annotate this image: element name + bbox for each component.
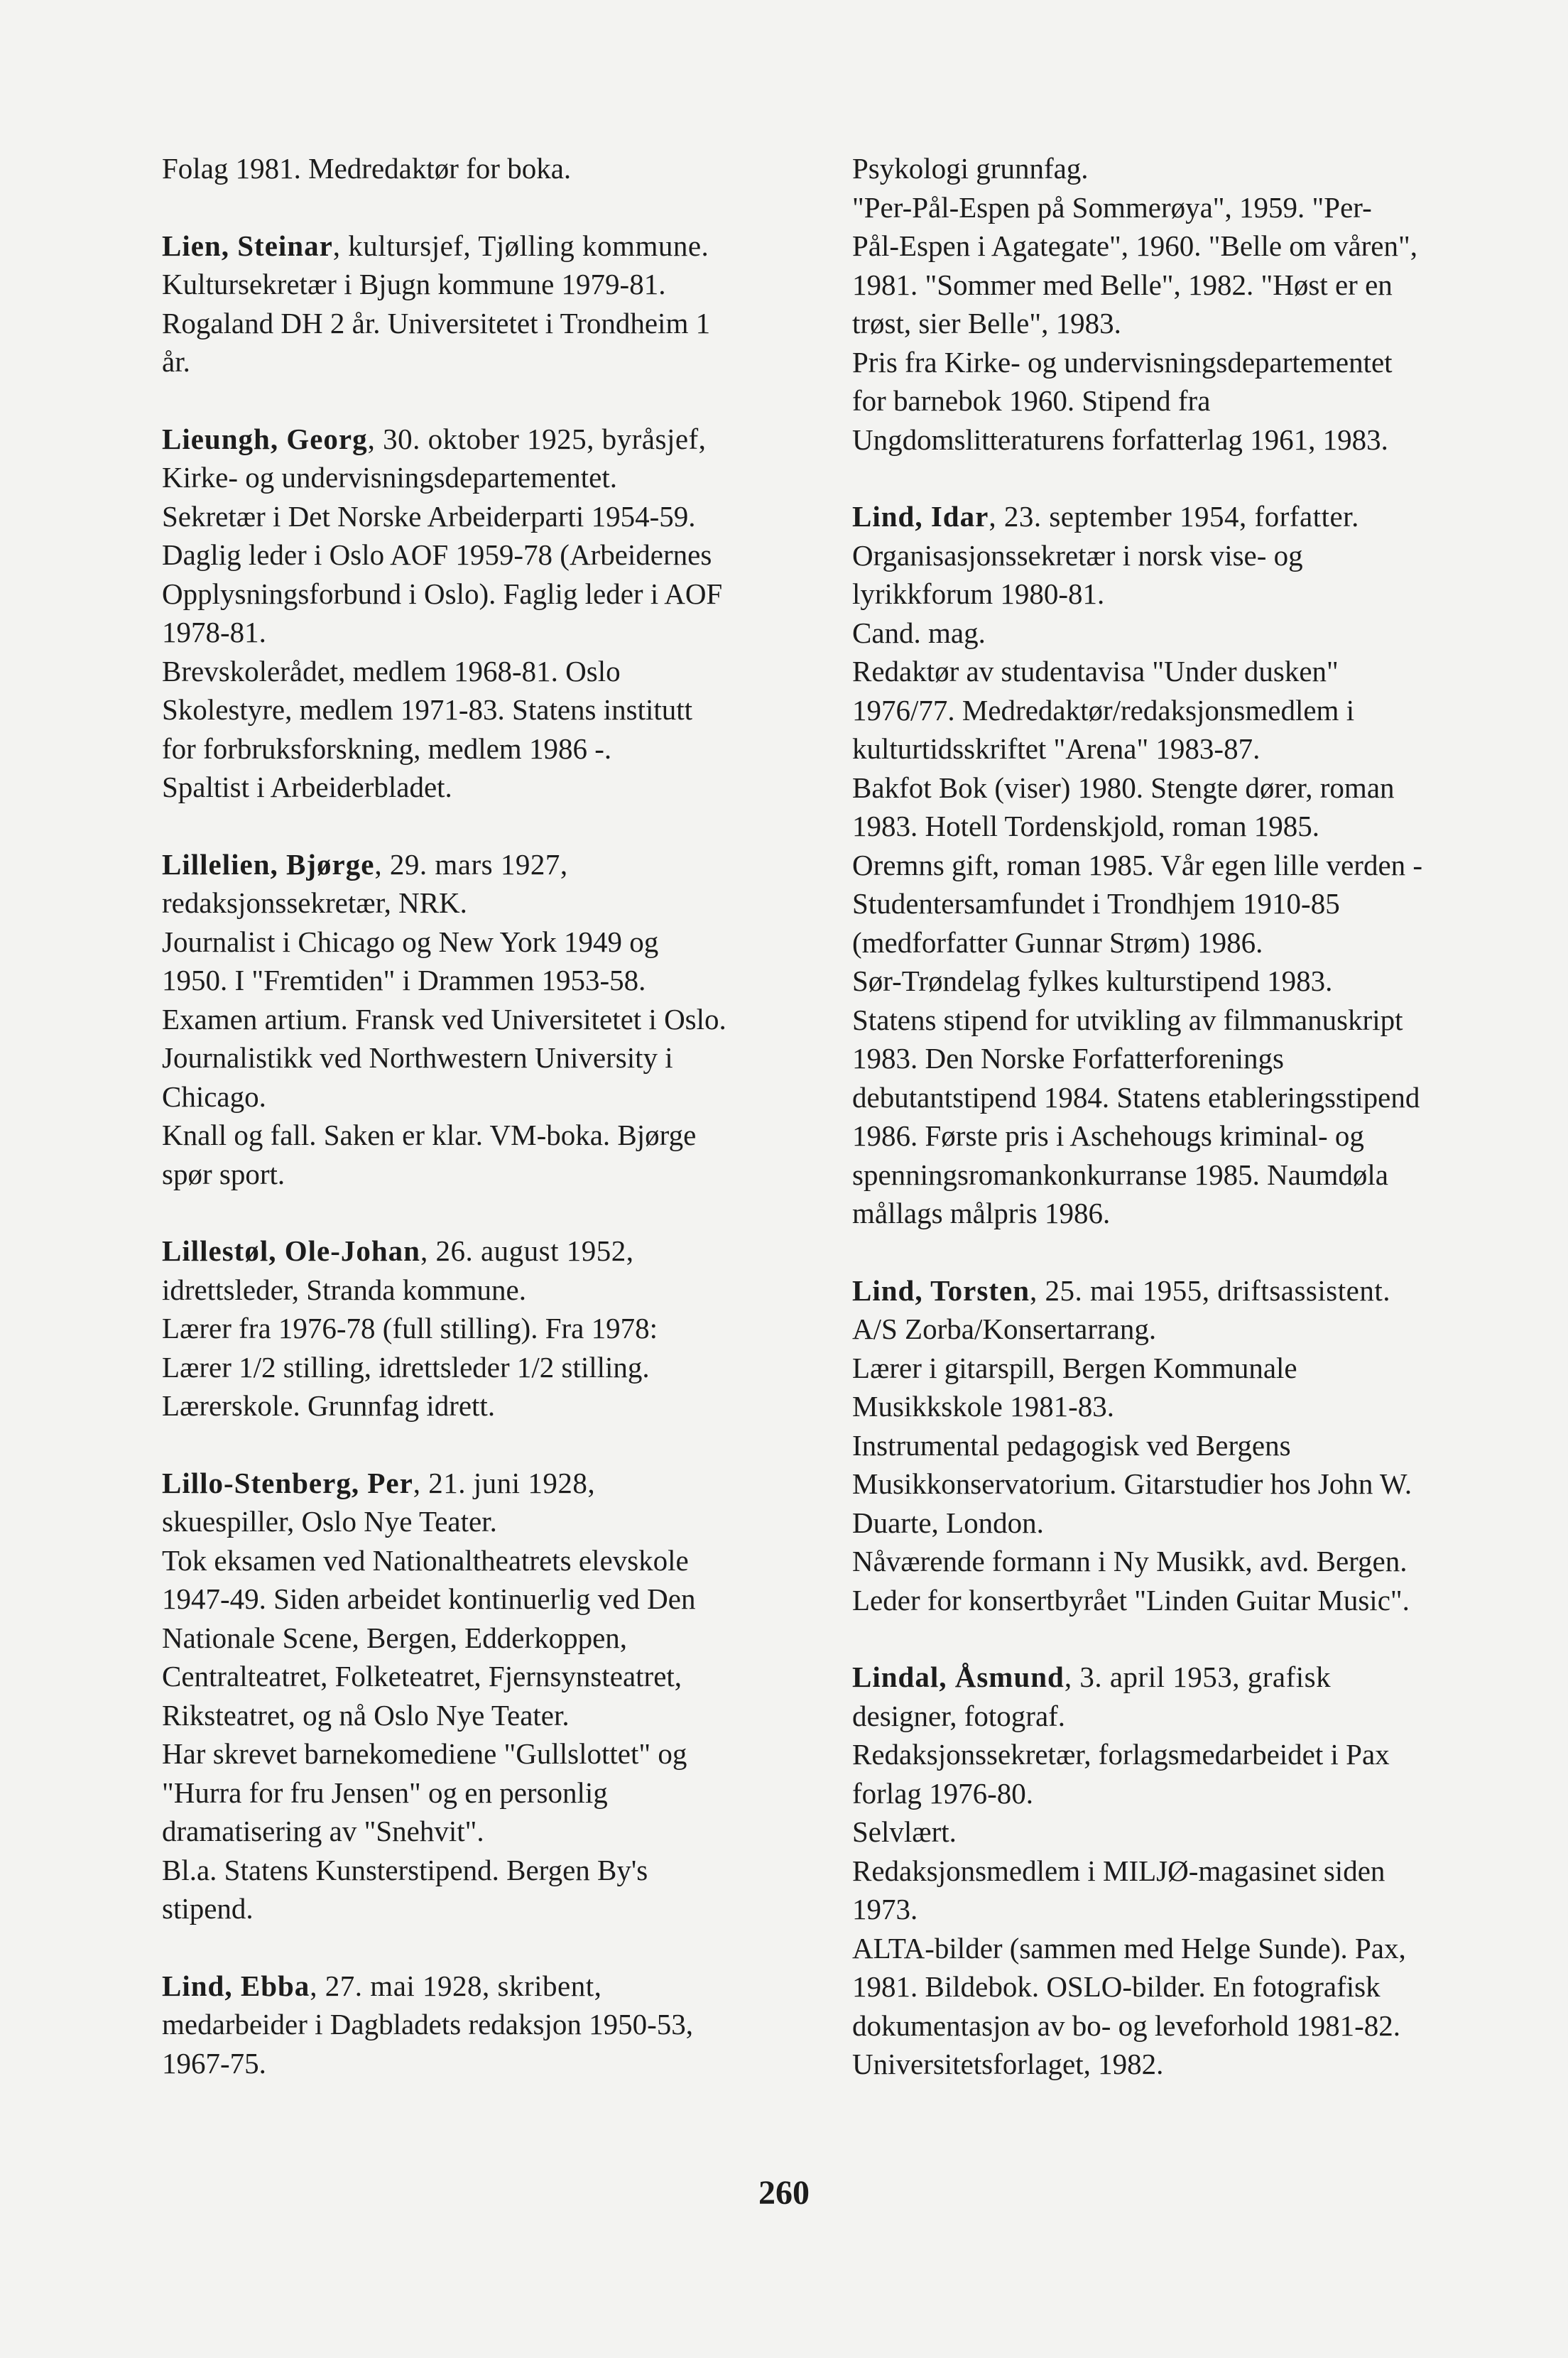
entry-text-line: Redaktør av studentavisa "Under dusken" <box>852 655 1339 688</box>
entry-lillest-l-ole-johan <box>162 1232 787 1425</box>
entry-text-line: Ungdomslitteraturens forfatterlag 1961, 1983. <box>852 423 1388 456</box>
entry-text-line: 1947-49. Siden arbeidet kontinuerlig ved Den <box>162 1582 696 1615</box>
entry-text-line: dramatisering av "Snehvit". <box>162 1815 484 1847</box>
entry-lind-idar <box>852 497 1491 1233</box>
entry-text-line: Skolestyre, medlem 1971-83. Statens institutt <box>162 693 693 726</box>
entry-heading <box>852 497 1491 536</box>
entry-text-line: Tok eksamen ved Nationaltheatrets elevskole <box>162 1543 689 1577</box>
entry-text-line: Pris fra Kirke- og undervisningsdepartementet <box>852 345 1393 379</box>
entry-text-line: Opplysningsforbund i Oslo). Faglig leder i AOF <box>162 577 723 610</box>
entry-text-line: medarbeider i Dagbladets redaksjon 1950-53, <box>162 2008 694 2041</box>
entry-lillelien-bj-rge <box>162 845 787 1194</box>
entry-text-line: Redaksjonssekretær, forlagsmedarbeidet i Pax <box>852 1738 1390 1771</box>
entry-title: , kultursjef, Tjølling kommune. <box>332 229 709 262</box>
entry-text-line: 1981. "Sommer med Belle", 1982. "Høst er en <box>852 268 1393 301</box>
entry-text-line: Bakfot Bok (viser) 1980. Stengte dører, roman <box>852 771 1395 804</box>
entry-name: Lien, Steinar <box>162 229 333 262</box>
entry-text-line: "Hurra for fru Jensen" og en personlig <box>162 1776 608 1809</box>
entry-text-line: Redaksjonsmedlem i MILJØ-magasinet siden <box>852 1854 1385 1887</box>
entry-title: , 27. mai 1928, skribent, <box>310 1969 602 2002</box>
entry-text-line: Journalist i Chicago og New York 1949 og <box>162 925 659 958</box>
entry-name: Lillo-Stenberg, Per <box>162 1466 413 1499</box>
entry-text-line: Statens stipend for utvikling av filmmanuskript <box>852 1003 1403 1036</box>
entry-text-line: debutantstipend 1984. Statens etableringsstipend <box>852 1080 1420 1114</box>
entry-heading <box>162 845 787 884</box>
entry-text-line: Musikkskole 1981-83. <box>852 1390 1114 1423</box>
entry-text-line: Journalistikk ved Northwestern University i <box>162 1041 673 1074</box>
entry-name: Lillestøl, Ole-Johan <box>162 1234 420 1267</box>
entry-text-line: Lærer fra 1976-78 (full stilling). Fra 1978: <box>162 1312 658 1344</box>
entry-text-line: Pål-Espen i Agategate", 1960. "Belle om våren", <box>852 229 1417 262</box>
entry-title: , 29. mars 1927, <box>374 847 568 881</box>
entry-heading <box>852 1658 1491 1697</box>
entry-text-line: spør sport. <box>162 1157 285 1190</box>
entry-text-line: Sekretær i Det Norske Arbeiderparti 1954-59. <box>162 499 696 533</box>
entry-text-line: 1973. <box>852 1893 918 1925</box>
entry-heading <box>162 1967 787 2006</box>
entry-text-line: Organisasjonssekretær i norsk vise- og <box>852 538 1303 572</box>
entry-text-line: "Per-Pål-Espen på Sommerøya", 1959. "Per- <box>852 190 1372 224</box>
entry-title: , 23. september 1954, forfatter. <box>989 500 1359 533</box>
entry-heading <box>162 1464 787 1503</box>
entry-text-line: Spaltist i Arbeiderbladet. <box>162 771 452 803</box>
entry-text-line: lyrikkforum 1980-81. <box>852 577 1105 610</box>
entry-name: Lieungh, Georg <box>162 422 368 455</box>
entry-text-line: år. <box>162 345 190 378</box>
entry-text-line: trøst, sier Belle", 1983. <box>852 307 1121 339</box>
entry-text-line: dokumentasjon av bo- og leveforhold 1981-82. <box>852 2009 1401 2042</box>
right-column <box>852 149 1491 2122</box>
entry-text-line: Daglig leder i Oslo AOF 1959-78 (Arbeidernes <box>162 538 712 571</box>
entry-title: , 3. april 1953, grafisk <box>1064 1661 1332 1693</box>
entry-text-line: redaksjonssekretær, NRK. <box>162 886 467 919</box>
entry-heading <box>852 1271 1491 1310</box>
entry-text-line: Universitetsforlaget, 1982. <box>852 2048 1164 2080</box>
entry-text-line: for forbruksforskning, medlem 1986 -. <box>162 732 612 765</box>
entry-text-line: 1950. I "Fremtiden" i Drammen 1953-58. <box>162 964 646 996</box>
entry-text-line: Psykologi grunnfag. <box>852 152 1089 185</box>
entry-name: Lind, Torsten <box>852 1273 1030 1307</box>
entry-continuation <box>852 149 1491 459</box>
entry-text-line: Lærer 1/2 stilling, idrettsleder 1/2 stilling. <box>162 1350 650 1384</box>
entry-text-line: stipend. <box>162 1892 254 1925</box>
entry-heading <box>162 420 787 459</box>
entry-lindal-asmund <box>852 1658 1491 2084</box>
entry-lind-torsten <box>852 1271 1491 1620</box>
entry-text-line: 1967-75. <box>162 2046 266 2080</box>
entry-text-line: Selvlært. <box>852 1815 957 1848</box>
page-number: 260 <box>758 2174 810 2212</box>
entry-text-line: Har skrevet barnekomediene "Gullslottet" og <box>162 1737 687 1770</box>
entry-text-line: Leder for konsertbyrået "Linden Guitar Music". <box>852 1583 1410 1617</box>
entry-text-line: (medforfatter Gunnar Strøm) 1986. <box>852 925 1263 959</box>
entry-text-line: 1983. Hotell Tordenskjold, roman 1985. <box>852 810 1320 842</box>
entry-text-line: forlag 1976-80. <box>852 1776 1034 1810</box>
left-column <box>162 149 787 2121</box>
entry-heading <box>162 227 787 266</box>
entry-text-line: Instrumental pedagogisk ved Bergens <box>852 1428 1291 1462</box>
entry-text-line: 1981. Bildebok. OSLO-bilder. En fotografisk <box>852 1970 1381 2003</box>
entry-text-line: for barnebok 1960. Stipend fra <box>852 384 1211 417</box>
entry-text-line: Folag 1981. Medredaktør for boka. <box>162 152 572 185</box>
entry-text-line: Brevskolerådet, medlem 1968-81. Oslo <box>162 654 621 688</box>
entry-lind-ebba <box>162 1967 787 2083</box>
entry-text-line: 1986. Første pris i Aschehougs kriminal- og <box>852 1119 1364 1152</box>
entry-text-line: designer, fotograf. <box>852 1699 1066 1732</box>
entry-text-line: 1976/77. Medredaktør/redaksjonsmedlem i <box>852 693 1355 727</box>
entry-name: Lillelien, Bjørge <box>162 847 375 881</box>
entry-text-line: Musikkonservatorium. Gitarstudier hos John W. <box>852 1467 1412 1500</box>
entry-title: , 26. august 1952, <box>420 1234 634 1267</box>
entry-text-line: idrettsleder, Stranda kommune. <box>162 1273 527 1306</box>
entry-continuation <box>162 149 787 188</box>
entry-text-line: Kirke- og undervisningsdepartementet. <box>162 461 618 494</box>
entry-text-line: A/S Zorba/Konsertarrang. <box>852 1313 1157 1345</box>
entry-text-line: Oremns gift, roman 1985. Vår egen lille verden - <box>852 848 1423 881</box>
entry-text-line: 1978-81. <box>162 616 266 648</box>
entry-lien-steinar <box>162 227 787 381</box>
entry-text-line: Examen artium. Fransk ved Universitetet i Oslo. <box>162 1002 726 1036</box>
entry-text-line: Bl.a. Statens Kunsterstipend. Bergen By's <box>162 1853 648 1886</box>
entry-text-line: Kultursekretær i Bjugn kommune 1979-81. <box>162 268 666 300</box>
entry-text-line: Studentersamfundet i Trondhjem 1910-85 <box>852 887 1340 920</box>
entry-text-line: Centralteatret, Folketeatret, Fjernsynsteatret, <box>162 1660 682 1693</box>
entry-lieungh-georg <box>162 420 787 807</box>
entry-text-line: Nåværende formann i Ny Musikk, avd. Bergen. <box>852 1545 1408 1577</box>
entry-text-line: skuespiller, Oslo Nye Teater. <box>162 1505 497 1538</box>
entry-text-line: mållags målpris 1986. <box>852 1197 1111 1229</box>
entry-text-line: Lærer i gitarspill, Bergen Kommunale <box>852 1351 1297 1384</box>
entry-text-line: Riksteatret, og nå Oslo Nye Teater. <box>162 1698 570 1732</box>
entry-text-line: Knall og fall. Saken er klar. VM-boka. Bjørge <box>162 1119 697 1151</box>
entry-name: Lind, Ebba <box>162 1969 310 2002</box>
entry-text-line: Cand. mag. <box>852 616 986 649</box>
entry-text-line: kulturtidsskriftet "Arena" 1983-87. <box>852 732 1261 765</box>
entry-text-line: 1983. Den Norske Forfatterforenings <box>852 1042 1285 1075</box>
entry-heading <box>162 1232 787 1271</box>
entry-title: , 25. mai 1955, driftsassistent. <box>1030 1273 1390 1307</box>
entry-text-line: Duarte, London. <box>852 1506 1044 1539</box>
entry-text-line: Rogaland DH 2 år. Universitetet i Trondheim 1 <box>162 306 711 339</box>
entry-name: Lindal, Åsmund <box>852 1661 1065 1693</box>
entry-lillo-stenberg-per <box>162 1464 787 1928</box>
entry-text-line: Nationale Scene, Bergen, Edderkoppen, <box>162 1621 628 1654</box>
entry-title: , 21. juni 1928, <box>413 1466 596 1499</box>
entry-text-line: spenningsromankonkurranse 1985. Naumdøla <box>852 1158 1388 1191</box>
entry-text-line: Lærerskole. Grunnfag idrett. <box>162 1389 496 1422</box>
entry-text-line: Sør-Trøndelag fylkes kulturstipend 1983. <box>852 965 1333 997</box>
entry-title: , 30. oktober 1925, byråsjef, <box>367 422 707 455</box>
entry-name: Lind, Idar <box>852 500 989 533</box>
entry-text-line: Chicago. <box>162 1080 266 1113</box>
entry-text-line: ALTA-bilder (sammen med Helge Sunde). Pax, <box>852 1931 1406 1965</box>
